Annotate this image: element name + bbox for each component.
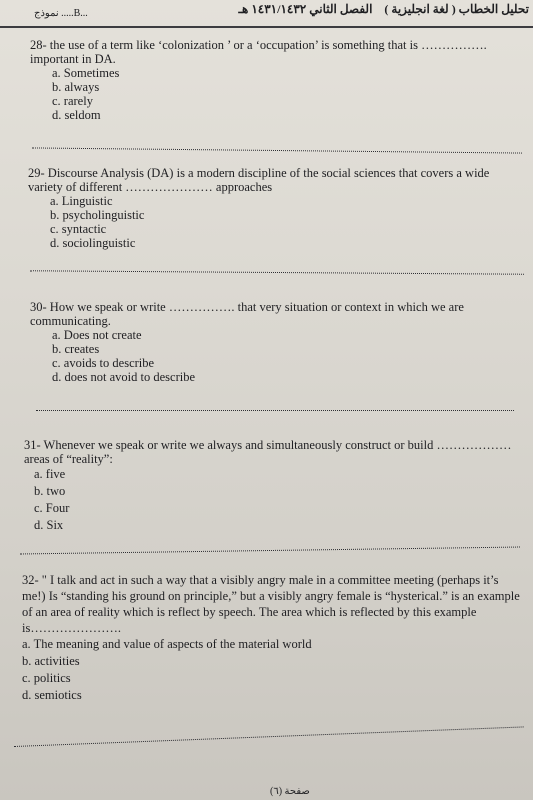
option-list (12, 466, 533, 534)
option-a[interactable]: a. Sometimes (52, 66, 120, 80)
option-c[interactable]: c. syntactic (50, 222, 107, 236)
separator-line (36, 410, 514, 411)
question-stem: 28- the use of a term like ‘colonization ’ or a ‘occupation’ is something that is ……………. important in DA. (30, 38, 487, 66)
option-d[interactable]: d. sociolinguistic (50, 236, 136, 250)
separator-line (14, 726, 524, 747)
option-b[interactable]: b. creates (52, 342, 100, 356)
option-list (30, 66, 533, 122)
separator-line (32, 147, 522, 153)
option-a[interactable]: a. Linguistic (50, 194, 113, 208)
option-c[interactable]: c. avoids to describe (52, 356, 155, 370)
question-stem: 30- How we speak or write ……………. that very situation or context in which we are communicating. (30, 300, 464, 328)
separator-line (20, 547, 520, 555)
question-stem: 31- Whenever we speak or write we always and simultaneously construct or build ……………… areas of “reality”: (24, 438, 512, 466)
option-c[interactable]: c. rarely (52, 94, 93, 108)
separator-line (30, 270, 524, 274)
option-d[interactable]: d. Six (34, 518, 64, 532)
page-number: صفحة (٦) (270, 786, 310, 797)
option-b[interactable]: b. two (34, 484, 66, 498)
option-a[interactable]: a. Does not create (52, 328, 142, 342)
option-d[interactable]: d. seldom (52, 108, 101, 122)
option-b[interactable]: b. activities (22, 654, 80, 668)
option-list (28, 194, 533, 250)
exam-subject: تحليل الخطاب ( لغة انجليزية ) (384, 2, 529, 16)
exam-model: نموذج .....B... (34, 8, 88, 19)
question-32 (0, 572, 533, 704)
option-c[interactable]: c. Four (34, 501, 70, 515)
question-28 (0, 38, 533, 122)
question-stem: 29- Discourse Analysis (DA) is a modern discipline of the social sciences that covers a wide variety of different ………………… approaches (28, 166, 490, 194)
option-list (30, 328, 533, 384)
exam-term: الفصل الثاني ١٤٣١/١٤٣٢ هـ (238, 2, 373, 16)
exam-header (0, 0, 533, 28)
option-d[interactable]: d. semiotics (22, 688, 82, 702)
question-29 (0, 166, 533, 250)
option-d[interactable]: d. does not avoid to describe (52, 370, 196, 384)
question-stem: 32- " I talk and act in such a way that a visibly angry male in a committee meeting (perhaps it’s me!) Is “standing his ground on principle,” but a visibly angry female is “hysterical.” is an example of an area of reality which is reflect by speech. The area which is reflected by this example is…………………. (22, 573, 520, 635)
option-list (0, 636, 533, 704)
option-c[interactable]: c. politics (22, 671, 71, 685)
option-a[interactable]: a. The meaning and value of aspects of the material world (22, 637, 312, 651)
option-a[interactable]: a. five (34, 467, 66, 481)
option-b[interactable]: b. psycholinguistic (50, 208, 145, 222)
question-30 (0, 300, 533, 384)
question-31 (0, 438, 533, 534)
exam-title (238, 2, 529, 17)
option-b[interactable]: b. always (52, 80, 100, 94)
